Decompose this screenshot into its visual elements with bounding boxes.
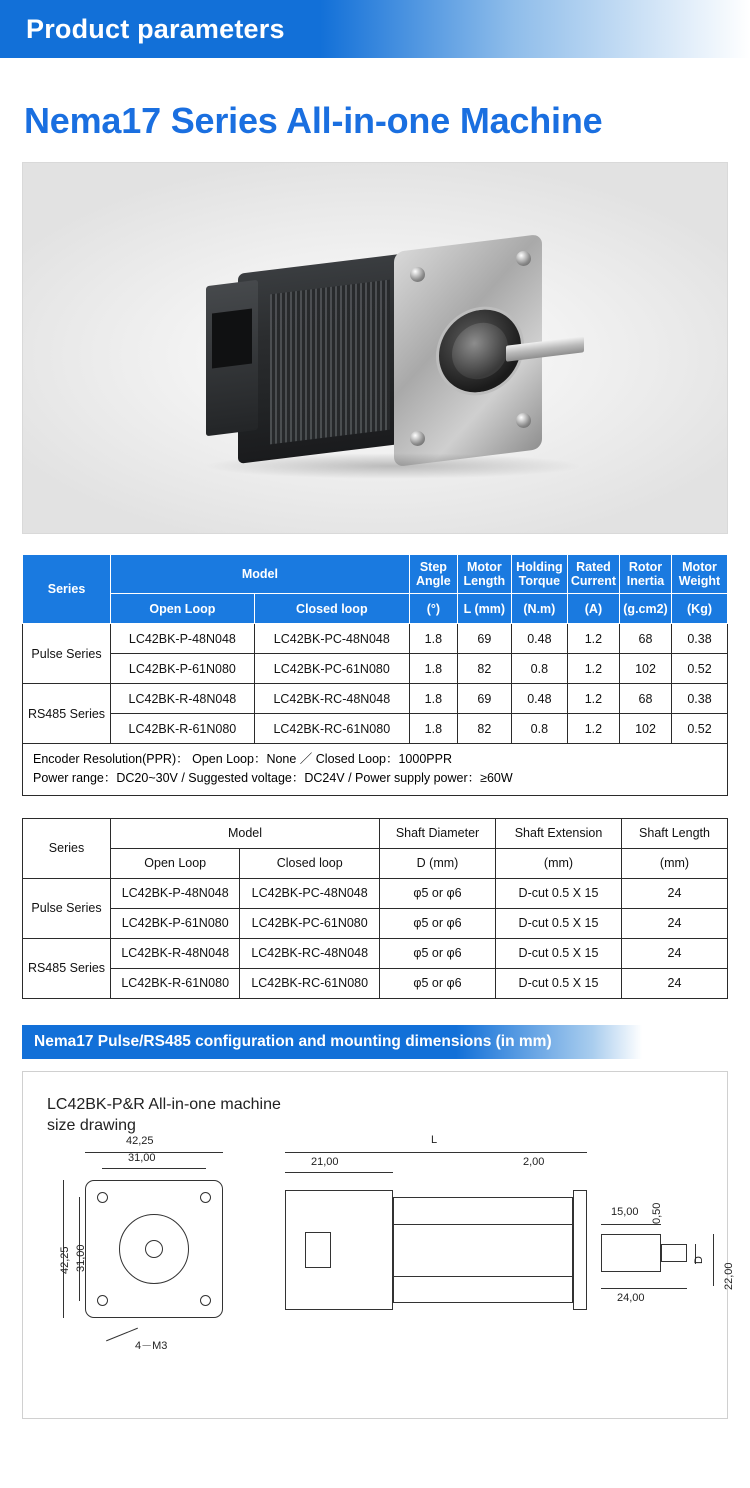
dim-front-width-outer: 42,25 [126,1134,154,1147]
drawing-title [47,1094,281,1137]
model-closed-loop: LC42BK-RC-61N080 [240,968,380,998]
flange-bolt-icon [516,251,531,266]
table-row [23,624,728,654]
model-open-loop: LC42BK-R-48N048 [111,938,240,968]
table-header-row [23,818,728,848]
motor-weight: 0.38 [672,624,728,654]
side-view-motor-body [393,1197,573,1303]
table-row [23,968,728,998]
th-extension-unit: (mm) [496,848,622,878]
product-shadow [203,453,583,479]
motor-driver-label [212,309,252,369]
shaft-extension: D-cut 0.5 X 15 [496,908,622,938]
product-image [22,162,728,534]
rotor-inertia: 68 [620,684,672,714]
drawing-title-line1: LC42BK-P&R All-in-one machine [47,1095,281,1113]
shaft-table-wrapper [22,818,728,999]
shaft-length: 24 [622,908,728,938]
drawing-title-line2: size drawing [47,1117,136,1135]
model-open-loop: LC42BK-P-61N080 [111,908,240,938]
table-subheader-row [23,594,728,624]
side-view-driver-box [285,1190,393,1310]
dimension-drawing [22,1071,735,1419]
th-shaft-diameter: Shaft Diameter [380,818,496,848]
dim-line [102,1168,206,1169]
dim-front-height-outer: 42,25 [59,1246,71,1274]
th-rotor-inertia-unit: (g.cm2) [620,594,672,624]
series-cell: Pulse Series [23,878,111,938]
table-note [23,744,728,796]
motor-fins [270,280,390,445]
th-holding-torque: Holding Torque [511,555,567,594]
table-row [23,908,728,938]
step-angle: 1.8 [409,714,457,744]
motor-length: 69 [457,624,511,654]
model-open-loop: LC42BK-R-48N048 [111,684,255,714]
rated-current: 1.2 [567,684,619,714]
th-closed-loop: Closed loop [240,848,380,878]
series-cell: RS485 Series [23,938,111,998]
shaft-length: 24 [622,938,728,968]
dim-line [601,1288,687,1289]
table-note-row [23,744,728,796]
flange-bolt-icon [410,267,425,282]
model-closed-loop: LC42BK-RC-48N048 [240,938,380,968]
leader-line [106,1327,138,1341]
th-motor-length: Motor Length [457,555,511,594]
shaft-diameter: φ5 or φ6 [380,908,496,938]
side-view-detail-line [393,1276,573,1277]
dim-flat-depth: 0,50 [651,1202,663,1224]
th-motor-length-unit: L (mm) [457,594,511,624]
th-rated-current: Rated Current [567,555,619,594]
th-rated-current-unit: (A) [567,594,619,624]
th-open-loop: Open Loop [111,848,240,878]
dim-line [285,1152,587,1153]
holding-torque: 0.8 [511,714,567,744]
dim-driver-length: 21,00 [311,1155,339,1168]
mounting-hole-icon [97,1295,108,1306]
th-series: Series [23,555,111,624]
model-open-loop: LC42BK-P-48N048 [111,878,240,908]
shaft-diameter: φ5 or φ6 [380,968,496,998]
table-row [23,684,728,714]
dim-shaft-length: 24,00 [617,1291,645,1304]
power-note: Power range：DC20~30V / Suggested voltage：DC24V / Power supply power：≥60W [33,771,513,786]
motor-length: 82 [457,654,511,684]
dim-line [713,1234,714,1286]
table-row [23,938,728,968]
table-header-row [23,555,728,594]
rated-current: 1.2 [567,654,619,684]
model-closed-loop: LC42BK-PC-61N080 [254,654,409,684]
th-shaft-extension: Shaft Extension [496,818,622,848]
dim-total-length: L [431,1133,438,1146]
th-closed-loop: Closed loop [254,594,409,624]
th-step-angle: Step Angle [409,555,457,594]
mounting-hole-icon [200,1192,211,1203]
rotor-inertia: 102 [620,714,672,744]
section-bar [22,1025,728,1059]
shaft-diameter: φ5 or φ6 [380,878,496,908]
page-title: Nema17 Series All-in-one Machine [24,100,603,141]
dim-flat-length: 15,00 [611,1205,639,1218]
th-rotor-inertia: Rotor Inertia [620,555,672,594]
motor-weight: 0.52 [672,654,728,684]
rotor-inertia: 102 [620,654,672,684]
table-row [23,654,728,684]
holding-torque: 0.48 [511,684,567,714]
mounting-hole-icon [97,1192,108,1203]
model-closed-loop: LC42BK-PC-48N048 [240,878,380,908]
series-cell: Pulse Series [23,624,111,684]
th-motor-weight-unit: (Kg) [672,594,728,624]
model-closed-loop: LC42BK-PC-61N080 [240,908,380,938]
dim-flange-height: 22,00 [723,1262,735,1290]
dim-shaft-diameter: D [693,1255,705,1264]
shaft-diameter: φ5 or φ6 [380,938,496,968]
th-series: Series [23,818,111,878]
shaft-detail-extension [661,1244,687,1262]
side-view-flange [573,1190,587,1310]
series-cell: RS485 Series [23,684,111,744]
motor-length: 69 [457,684,511,714]
th-model: Model [111,818,380,848]
banner-gradient [320,0,750,58]
motor-weight: 0.52 [672,714,728,744]
page-banner [0,0,750,58]
shaft-extension: D-cut 0.5 X 15 [496,968,622,998]
table-row [23,714,728,744]
shaft-length: 24 [622,878,728,908]
shaft-detail-body [601,1234,661,1272]
step-angle: 1.8 [409,654,457,684]
rated-current: 1.2 [567,714,619,744]
dim-front-width-inner: 31,00 [128,1151,156,1164]
th-length-unit: (mm) [622,848,728,878]
motor-length: 82 [457,714,511,744]
th-step-angle-unit: (°) [409,594,457,624]
model-open-loop: LC42BK-P-48N048 [111,624,255,654]
shaft-extension: D-cut 0.5 X 15 [496,878,622,908]
shaft-specs-table [22,818,728,999]
th-model: Model [111,555,410,594]
table-row [23,878,728,908]
dim-front-height-inner: 31,00 [75,1244,87,1272]
model-closed-loop: LC42BK-RC-48N048 [254,684,409,714]
rotor-inertia: 68 [620,624,672,654]
model-closed-loop: LC42BK-PC-48N048 [254,624,409,654]
step-angle: 1.8 [409,624,457,654]
dim-hole-callout: 4－M3 [135,1339,168,1352]
shaft-length: 24 [622,968,728,998]
holding-torque: 0.8 [511,654,567,684]
side-view-connector [305,1232,331,1268]
table-subheader-row [23,848,728,878]
model-open-loop: LC42BK-R-61N080 [111,968,240,998]
specs-table-wrapper [22,554,728,796]
mounting-hole-icon [200,1295,211,1306]
shaft-extension: D-cut 0.5 X 15 [496,938,622,968]
model-open-loop: LC42BK-P-61N080 [111,654,255,684]
section-bar-title: Nema17 Pulse/RS485 configuration and mounting dimensions (in mm) [34,1032,552,1050]
side-view-detail-line [393,1224,573,1225]
encoder-note: Encoder Resolution(PPR)： Open Loop：None ／ Closed Loop：1000PPR [33,752,452,766]
model-open-loop: LC42BK-R-61N080 [111,714,255,744]
th-open-loop: Open Loop [111,594,255,624]
model-closed-loop: LC42BK-RC-61N080 [254,714,409,744]
holding-torque: 0.48 [511,624,567,654]
th-motor-weight: Motor Weight [672,555,728,594]
flange-bolt-icon [516,413,531,428]
step-angle: 1.8 [409,684,457,714]
electrical-specs-table [22,554,728,796]
front-view-shaft-circle [145,1240,163,1258]
th-shaft-length: Shaft Length [622,818,728,848]
banner-title: Product parameters [26,13,285,44]
motor-illustration [198,241,588,471]
dim-flange-thickness: 2,00 [523,1155,545,1168]
th-diameter-unit: D (mm) [380,848,496,878]
flange-bolt-icon [410,431,425,446]
rated-current: 1.2 [567,624,619,654]
th-holding-torque-unit: (N.m) [511,594,567,624]
dim-line [285,1172,393,1173]
motor-weight: 0.38 [672,684,728,714]
